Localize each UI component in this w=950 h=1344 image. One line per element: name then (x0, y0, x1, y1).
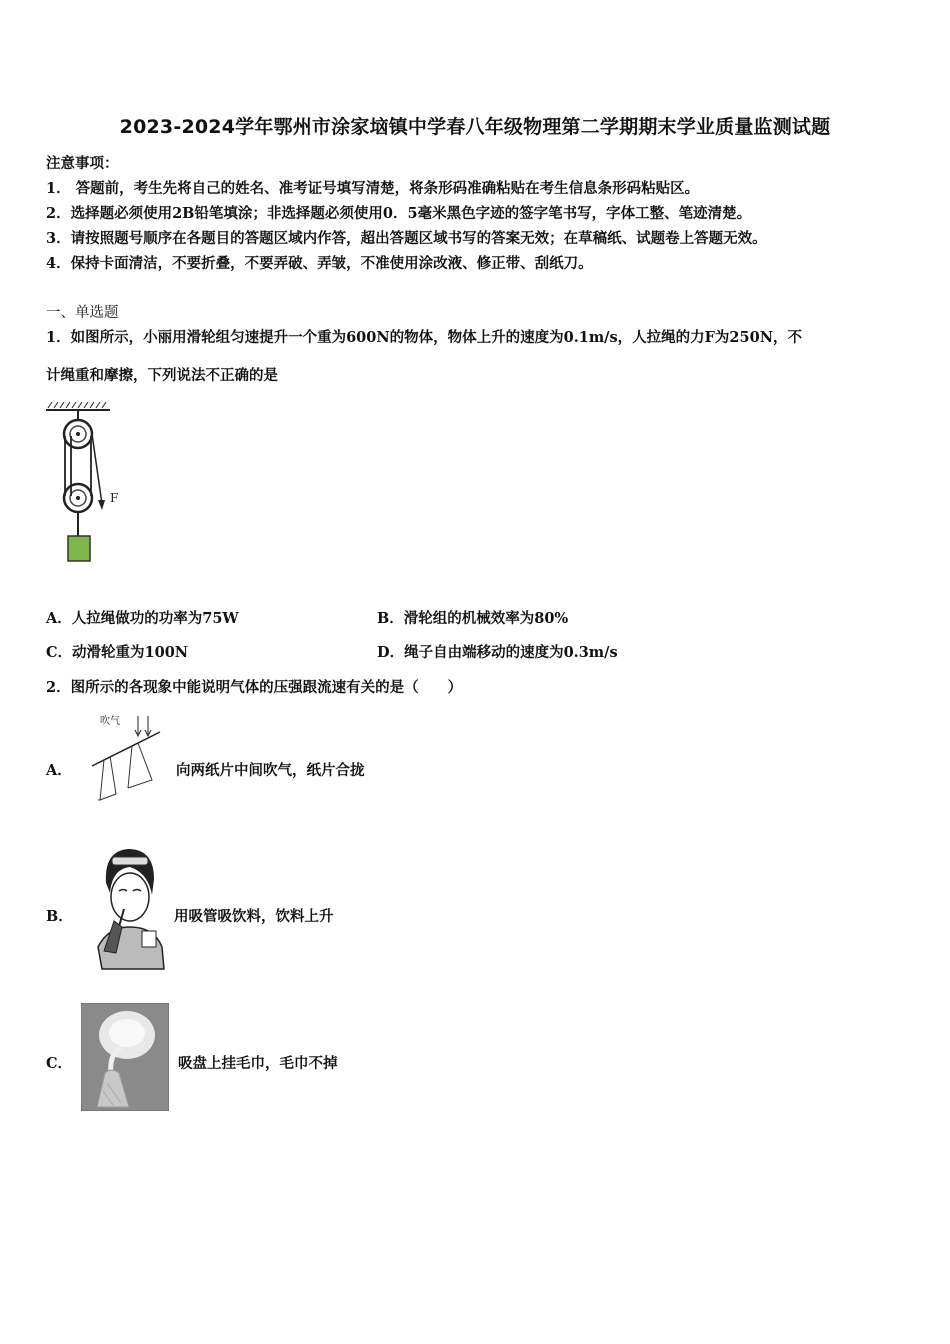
force-arrow-icon (98, 500, 105, 510)
q1-option-a: A．人拉绳做功的功率为75W (46, 610, 239, 627)
notice-item-2: 2．选择题必须使用2B铅笔填涂；非选择题必须使用0．5毫米黑色字迹的签字笔书写，字体工整、笔迹清楚。 (46, 205, 752, 222)
weight-block (68, 536, 90, 561)
notice-item-1: 1． 答题前，考生先将自己的姓名、准考证号填写清楚，将条形码准确粘贴在考生信息条形码粘贴区。 (46, 180, 700, 197)
q2-option-a-letter: A． (46, 762, 72, 779)
suction-cup-figure (81, 1003, 169, 1111)
blow-label: 吹气 (100, 716, 120, 727)
q2-option-b-letter: B． (46, 908, 73, 925)
q2-option-a-text: 向两纸片中间吹气，纸片合拢 (176, 762, 365, 779)
paper-blow-figure (86, 712, 166, 804)
girl-straw-figure (88, 843, 168, 970)
q2-option-b-text: 用吸管吸饮料，饮料上升 (174, 908, 334, 925)
ropes (65, 434, 102, 504)
notice-heading: 注意事项： (46, 155, 119, 172)
force-label: F (110, 491, 119, 505)
q1-option-b: B．滑轮组的机械效率为80% (377, 610, 569, 627)
fixed-pulley (64, 420, 92, 448)
ceiling-hatch (46, 402, 110, 410)
section-heading: 一、单选题 (46, 305, 119, 321)
notice-item-3: 3．请按照题号顺序在各题目的答题区域内作答，超出答题区域书写的答案无效；在草稿纸、试题卷上答题无效。 (46, 230, 767, 247)
q2-option-c-letter: C． (46, 1055, 73, 1072)
q1-option-d: D．绳子自由端移动的速度为0.3m/s (377, 644, 618, 661)
pulley-figure (44, 400, 124, 566)
q1-stem-line2: 计绳重和摩擦，下列说法不正确的是 (46, 367, 278, 384)
q1-option-c: C．动滑轮重为100N (46, 644, 189, 661)
movable-pulley (64, 484, 92, 512)
q2-option-c-text: 吸盘上挂毛巾，毛巾不掉 (178, 1055, 338, 1072)
notice-item-4: 4．保持卡面清洁，不要折叠，不要弄破、弄皱，不准使用涂改液、修正带、刮纸刀。 (46, 255, 593, 272)
q2-stem: 2．图所示的各现象中能说明气体的压强跟流速有关的是（ ） (46, 679, 463, 696)
q1-stem-line1: 1．如图所示，小丽用滑轮组匀速提升一个重为600N的物体，物体上升的速度为0.1m/s，人拉绳的力F为250N，不 (46, 329, 802, 346)
page-title: 2023-2024学年鄂州市涂家垴镇中学春八年级物理第二学期期末学业质量监测试题 (119, 116, 831, 138)
